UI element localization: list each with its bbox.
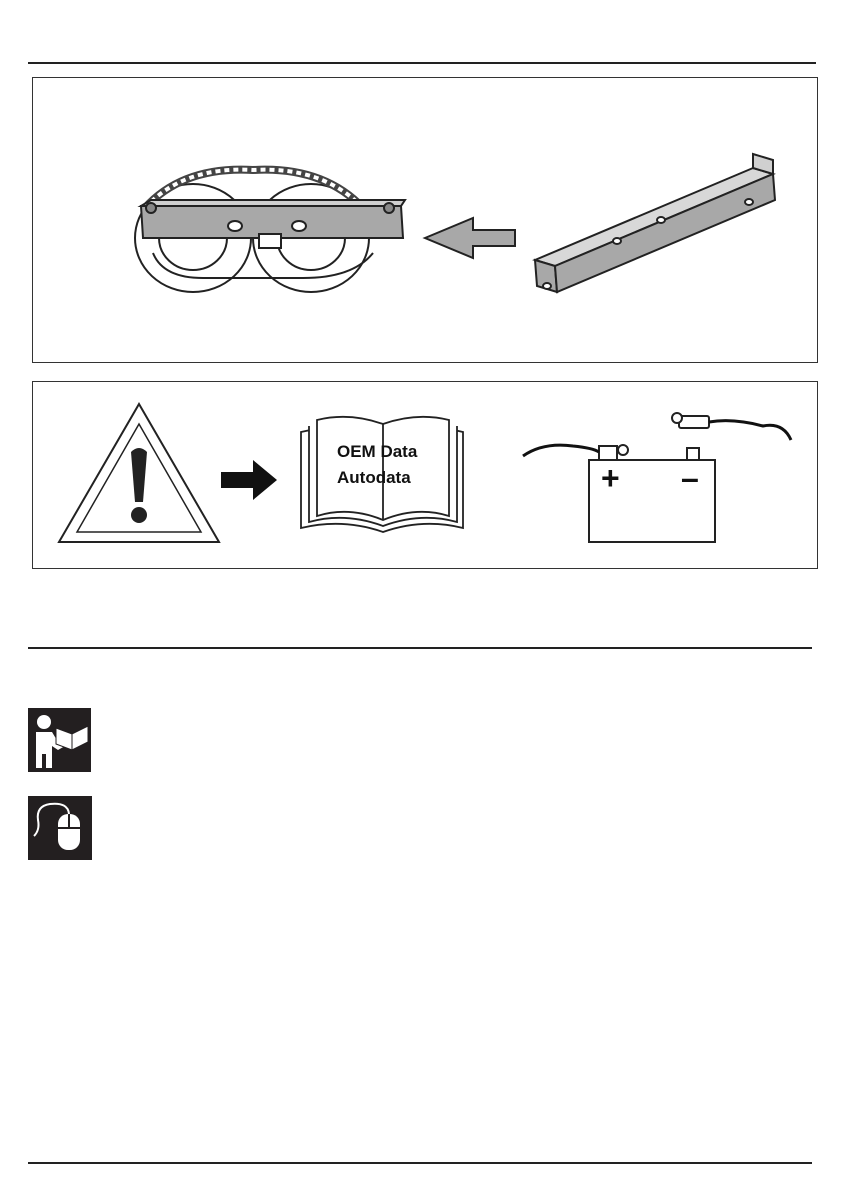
bottom-rule: [28, 1162, 812, 1164]
insert-direction-arrow: [425, 218, 515, 258]
camshaft-tool-illustration: [33, 78, 819, 364]
camshaft-tool-panel: [32, 77, 818, 363]
battery-plus-label: +: [601, 460, 620, 496]
safety-panel: [32, 381, 818, 569]
battery-positive-cable: [523, 445, 599, 456]
book-text-autodata: Autodata: [337, 468, 411, 487]
battery-disconnect-illustration: [33, 382, 819, 570]
section-rule: [28, 647, 812, 649]
battery-minus-label: –: [681, 460, 699, 496]
locking-bar-tool: [535, 154, 775, 292]
battery-negative-cable: [709, 421, 791, 440]
book-text-oem: OEM Data: [337, 442, 418, 461]
reading-manual-icon: [28, 708, 91, 772]
computer-mouse-icon: [28, 796, 92, 860]
top-rule: [28, 62, 816, 64]
